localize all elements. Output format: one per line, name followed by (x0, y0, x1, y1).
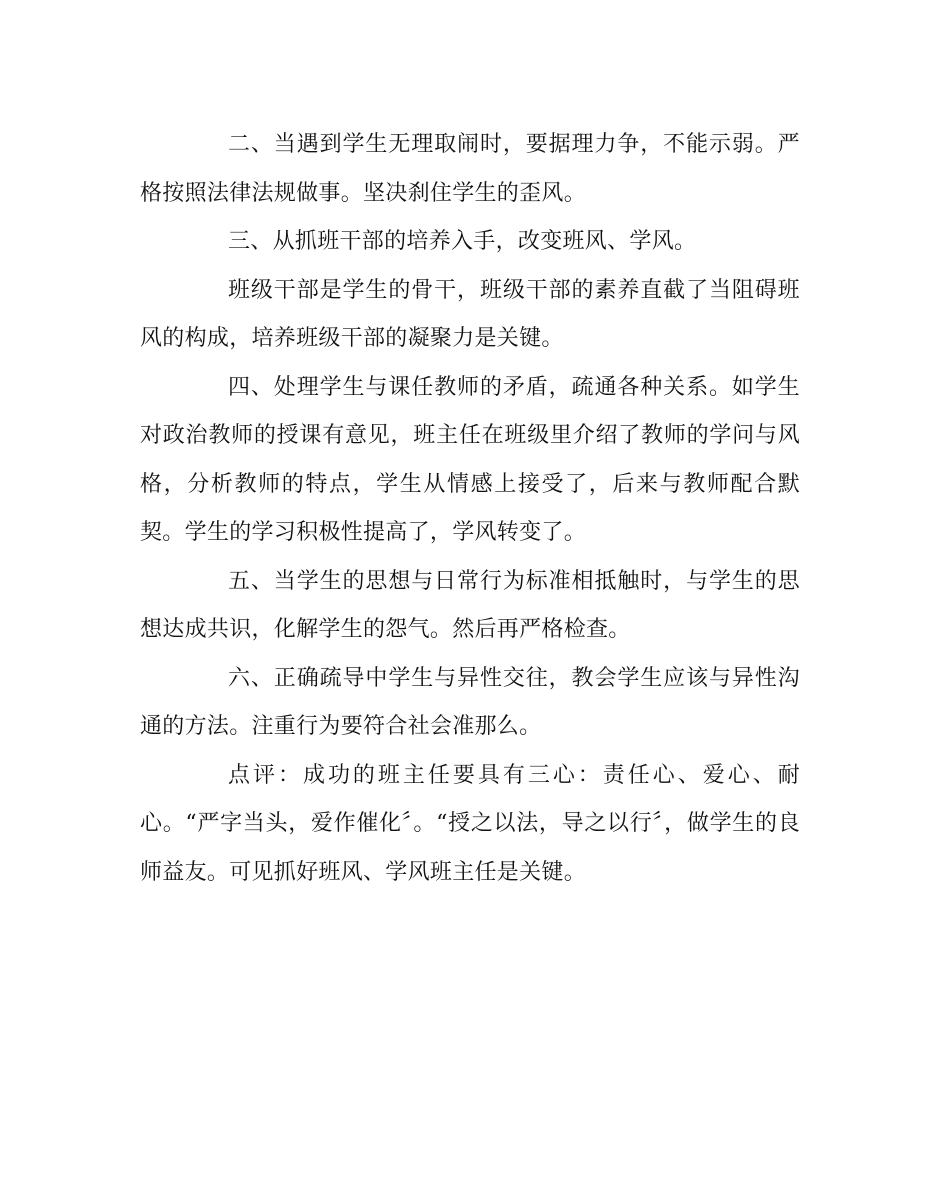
paragraph-class-cadre: 班级干部是学生的骨干，班级干部的素养直截了当阻碍班风的构成，培养班级干部的凝聚力是关键。 (140, 277, 800, 351)
paragraph-opposite-sex: 六、正确疏导中学生与异性交往，教会学生应该与异性沟通的方法。注重行为要符合社会准那么。 (140, 665, 800, 739)
paragraph-commentary: 点评：成功的班主任要具有三心：责任心、爱心、耐心。“严字当头，爱作催化〞。“授之以法，导之以行〞，做学生的良师益友。可见抓好班风、学风班主任是关键。 (140, 762, 800, 885)
paragraph-teacher-relations: 四、处理学生与课任教师的矛盾，疏通各种关系。如学生对政治教师的授课有意见，班主任在班级里介绍了教师的学问与风格，分析教师的特点，学生从情感上接受了，后来与教师配合默契。学生的学习积极性提高了，学风转变了。 (140, 374, 800, 545)
document-body (140, 121, 800, 897)
paragraph-discipline: 二、当遇到学生无理取闹时，要据理力争，不能示弱。严格按照法律法规做事。坚决刹住学生的歪风。 (140, 132, 800, 206)
paragraph-class-cadre-heading: 三、从抓班干部的培养入手，改变班风、学风。 (228, 229, 697, 254)
paragraph-student-thinking: 五、当学生的思想与日常行为标准相抵触时，与学生的思想达成共识，化解学生的怨气。然后再严格检查。 (140, 568, 800, 642)
